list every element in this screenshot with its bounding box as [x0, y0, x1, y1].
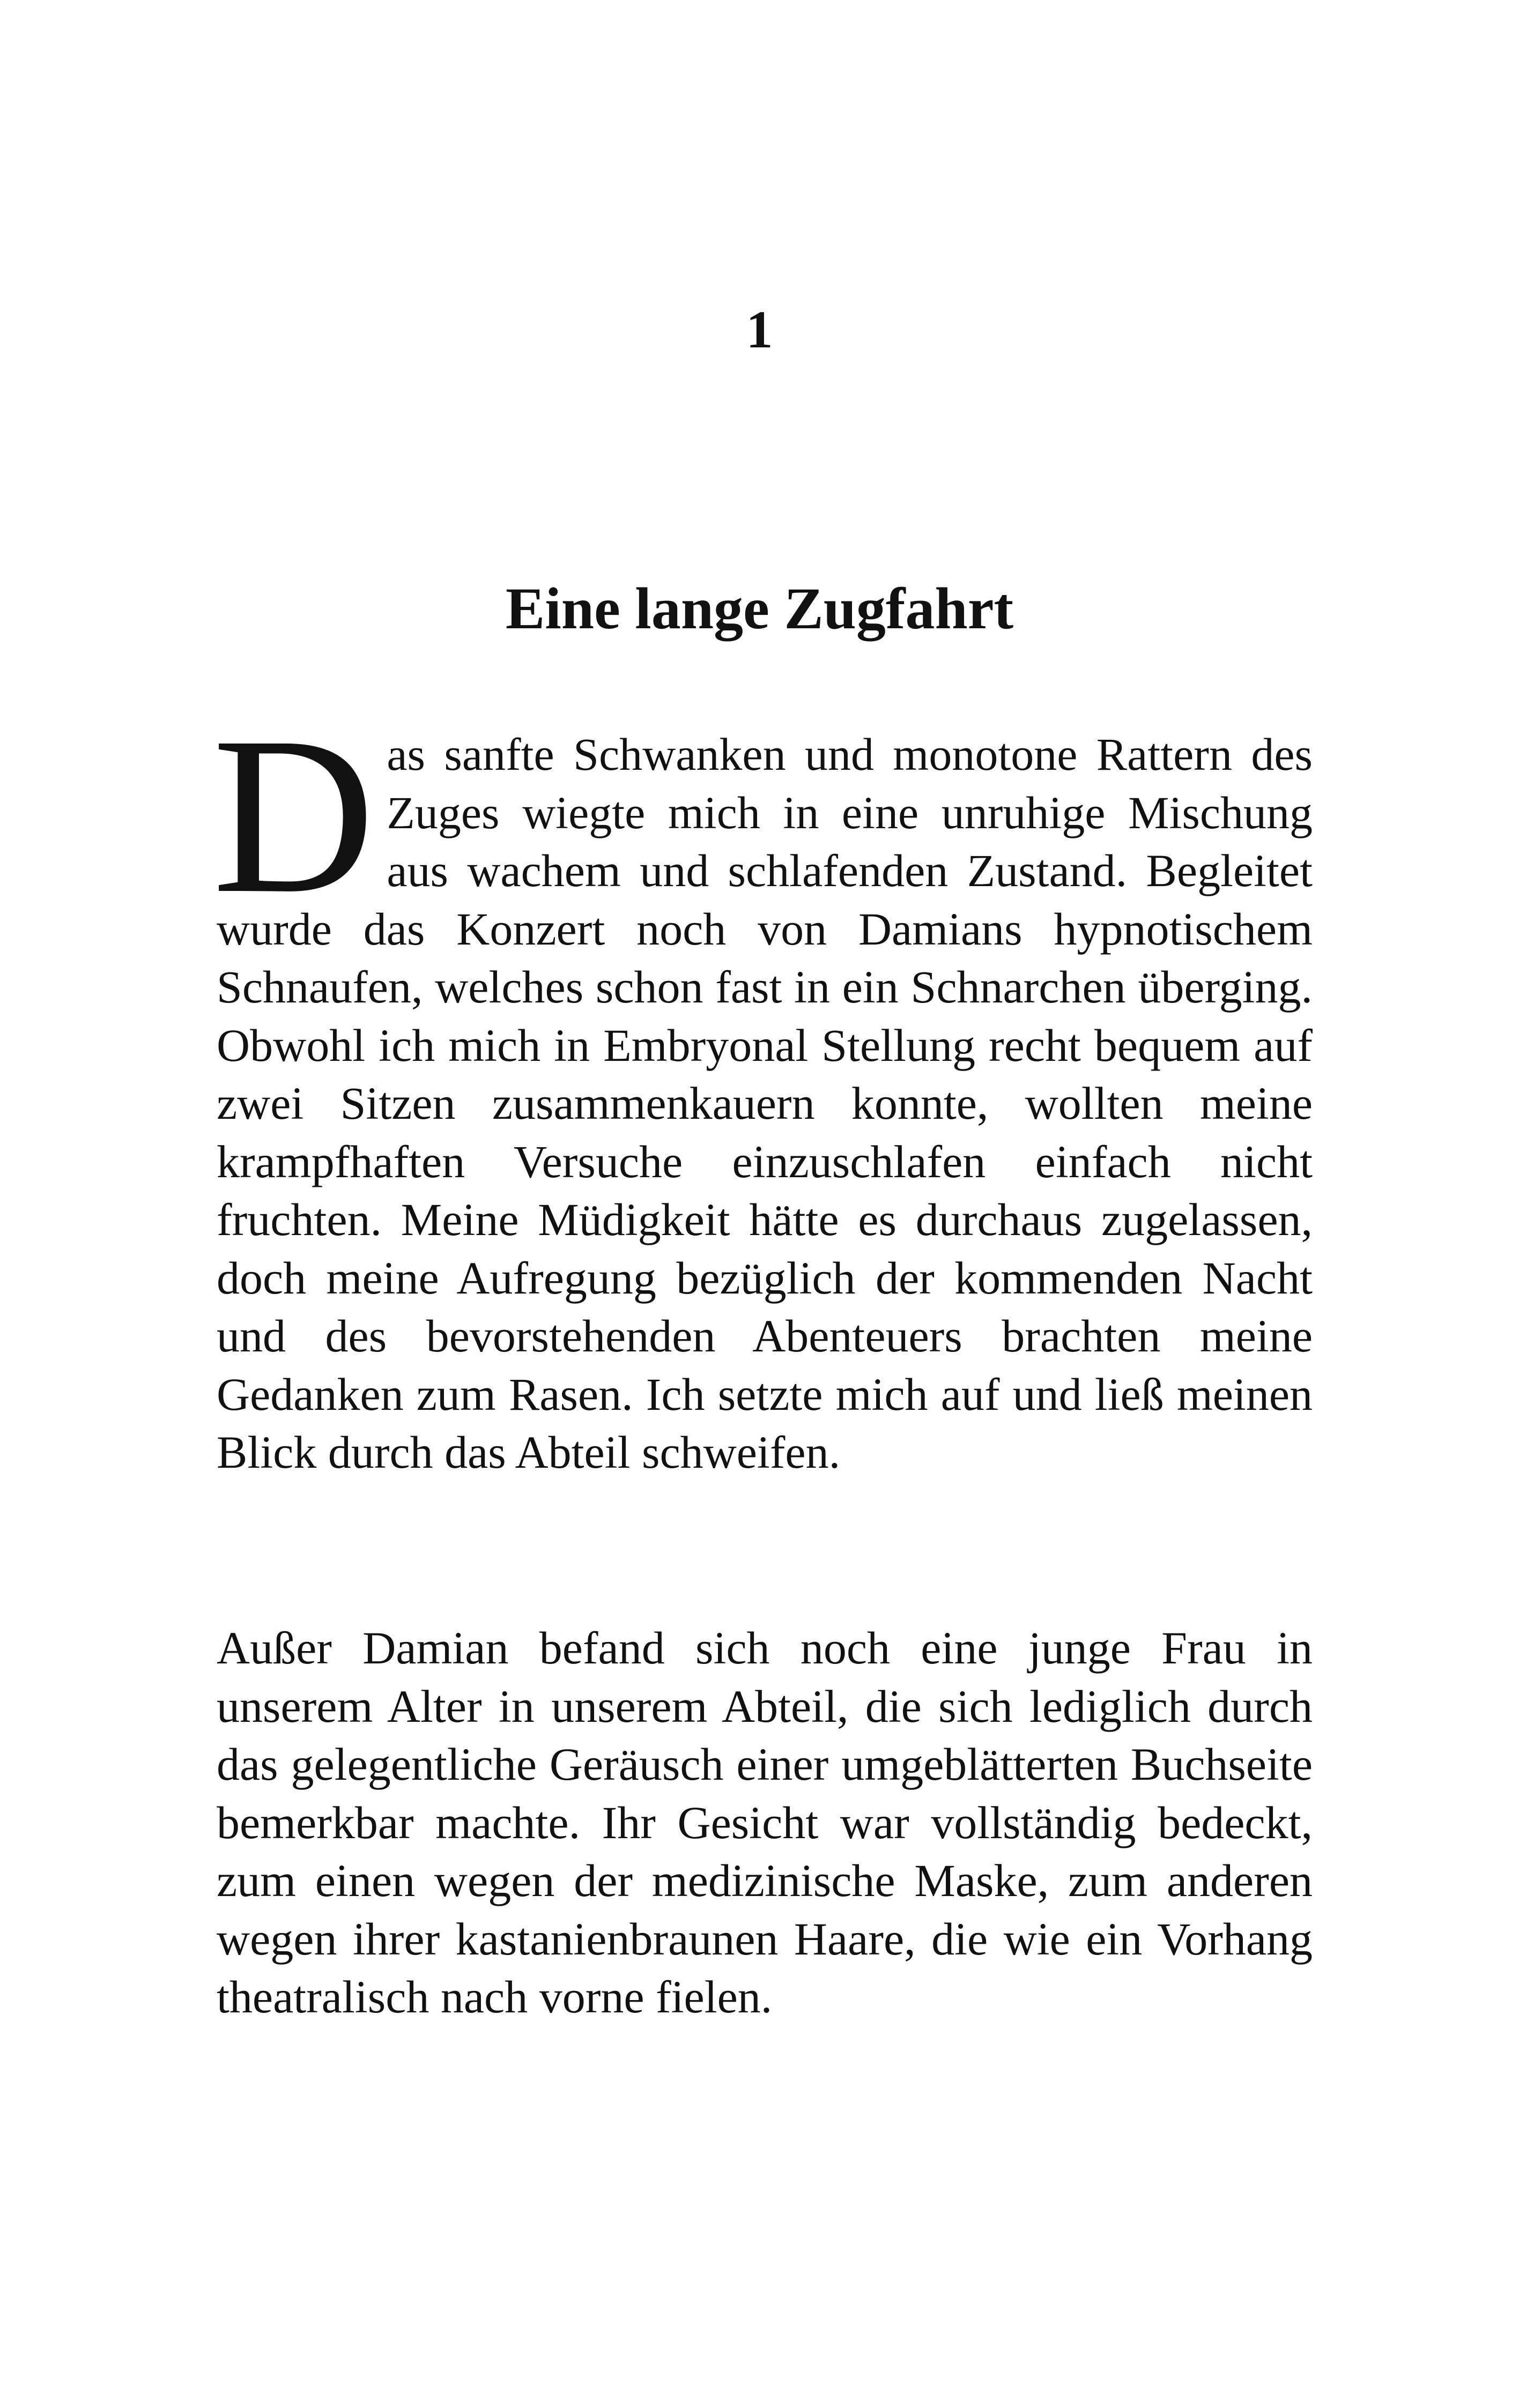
- paragraph-second-text: Außer Damian befand sich noch eine junge Frau in unserem Alter in unserem Abteil, die sich lediglich durch das gelegentliche Geräusch einer umgeblätterten Buchseite bemerkbar machte. Ihr Gesicht war vollständig bedeckt, zum einen wegen der medizinische Maske, zum anderen wegen ihrer kastanienbraunen Haare, die wie ein Vorhang theatralisch nach vorne fielen.: [217, 1622, 1313, 2023]
- paragraph-first-text: as sanfte Schwanken und monotone Rattern des Zuges wiegte mich in eine unruhige Mischung aus wachem und schlafenden Zustand. Begleitet wurde das Konzert noch von Damians hypnotischem Schnaufen, welches schon fast in ein Schnarchen überging. Obwohl ich mich in Embryonal Stellung recht bequem auf zwei Sitzen zusammenkauern konnte, wollten meine krampfhaften Versuche einzuschlafen einfach nicht fruchten. Meine Müdigkeit hätte es durchaus zugelassen, doch meine Aufregung bezüglich der kommenden Nacht und des bevorstehenden Abenteuers brachten meine Gedanken zum Rasen. Ich setzte mich auf und ließ meinen Blick durch das Abteil schweifen.: [217, 729, 1313, 1478]
- paragraph-second: [217, 1619, 1313, 2026]
- chapter-number: 1: [746, 300, 773, 359]
- paragraph-first: [212, 690, 1313, 1482]
- chapter-title: Eine lange Zugfahrt: [505, 576, 1014, 641]
- drop-cap: D: [212, 690, 375, 940]
